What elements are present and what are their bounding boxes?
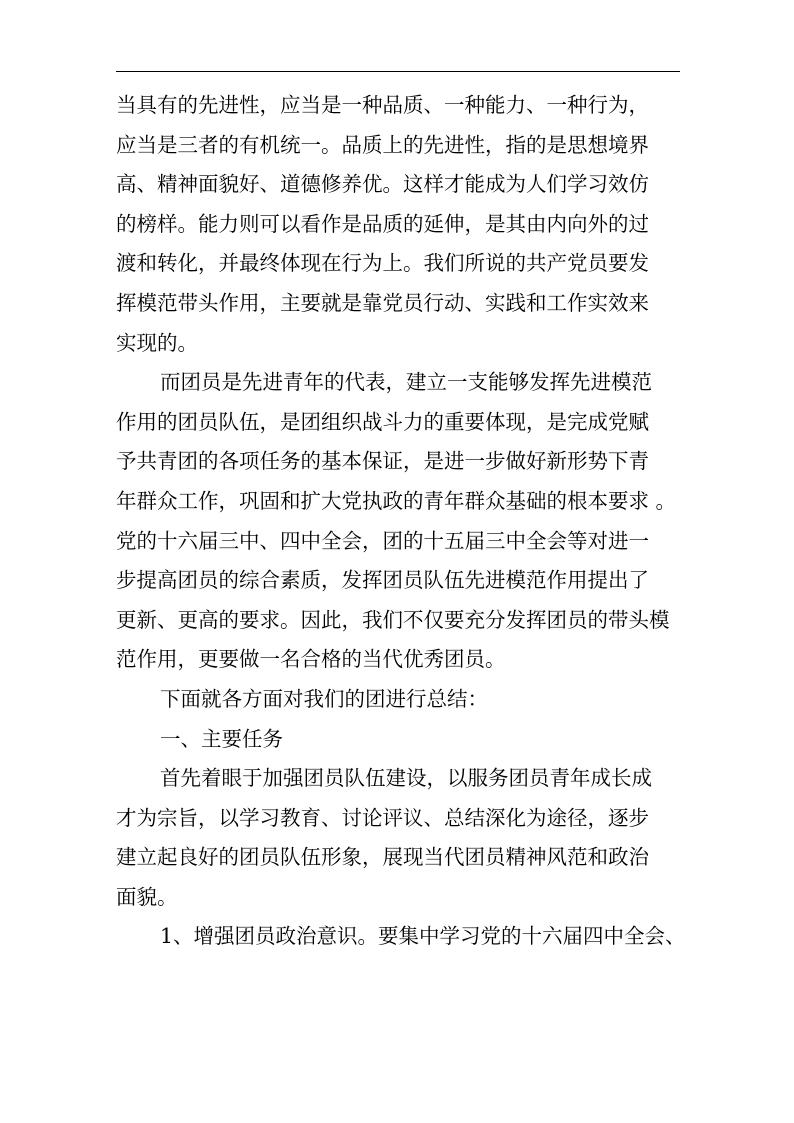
- text-line: 才为宗旨，以学习教育、讨论评议、总结深化为途径，逐步: [116, 805, 649, 830]
- text-line: 建立起良好的团员队伍形象，展现当代团员精神风范和政治: [116, 845, 649, 870]
- text-line: 当具有的先进性，应当是一种品质、一种能力、一种行为，: [116, 93, 649, 117]
- text-line: 面貌。: [116, 884, 178, 909]
- text-line: 予共青团的各项任务的基本保证，是进一步做好新形势下青: [116, 449, 649, 474]
- paragraph-start-line: 首先着眼于加强团员队伍建设，以服务团员青年成长成: [160, 766, 652, 791]
- paragraph-start-line: 而团员是先进青年的代表，建立一支能够发挥先进模范: [160, 370, 652, 395]
- document-body: [116, 86, 686, 957]
- text-line: 更新、更高的要求。因此，我们不仅要充分发挥团员的带头模: [116, 607, 670, 632]
- section-heading: 一、主要任务: [160, 726, 283, 751]
- text-line: 作用的团员队伍，是团组织战斗力的重要体现，是完成党赋: [116, 409, 649, 434]
- paragraph-start-line: 下面就各方面对我们的团进行总结：: [160, 686, 488, 711]
- text-line: 挥模范带头作用，主要就是靠党员行动、实践和工作实效来: [116, 290, 649, 315]
- text-line: 高、精神面貌好、道德修养优。这样才能成为人们学习效仿: [116, 172, 649, 197]
- text-line: 范作用，更要做一名合格的当代优秀团员。: [116, 647, 506, 672]
- text-line: 渡和转化，并最终体现在行为上。我们所说的共产党员要发: [116, 251, 649, 276]
- text-line: 应当是三者的有机统一。品质上的先进性，指的是思想境界: [116, 132, 649, 157]
- text-line: 党的十六届三中、四中全会，团的十五届三中全会等对进一: [116, 528, 649, 553]
- numbered-item-line: 1、增强团员政治意识。要集中学习党的十六届四中全会、: [160, 924, 686, 949]
- text-line: 年群众工作，巩固和扩大党执政的青年群众基础的根本要求 。: [116, 488, 677, 513]
- text-line: 实现的。: [116, 330, 198, 355]
- text-line: 步提高团员的综合素质，发挥团员队伍先进模范作用提出了: [116, 568, 649, 593]
- text-line: 的榜样。能力则可以看作是品质的延伸，是其由内向外的过: [116, 211, 649, 236]
- header-rule: [116, 71, 680, 72]
